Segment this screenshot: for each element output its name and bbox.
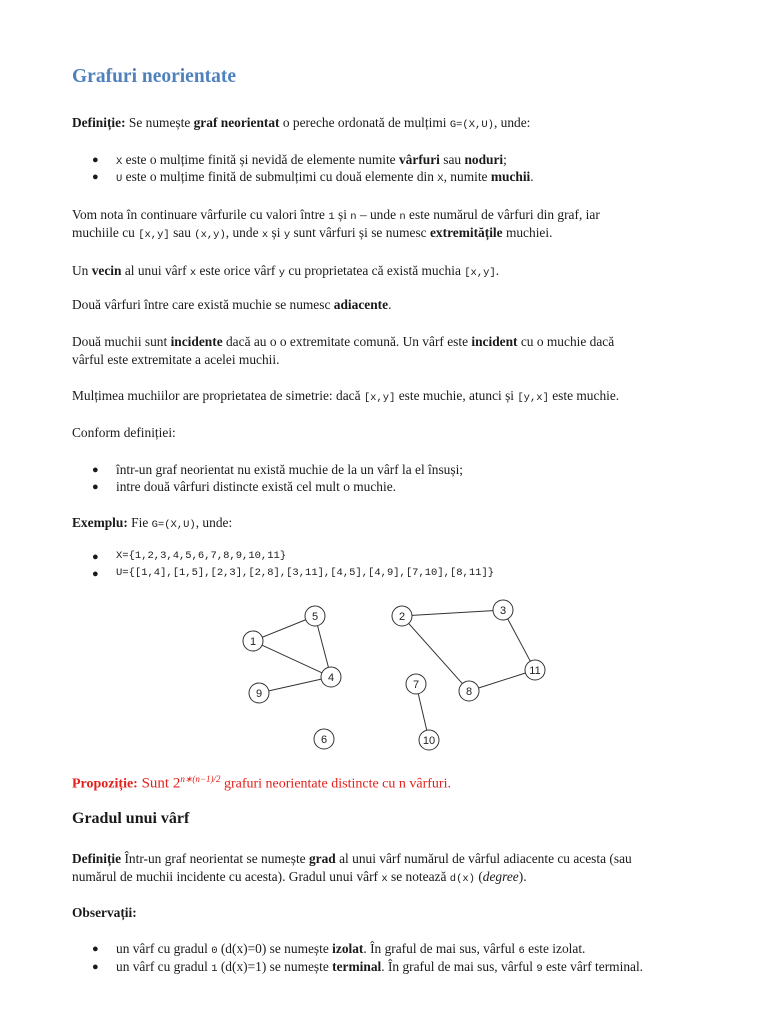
text: Sunt 2 [137, 775, 181, 792]
code-inline: n [399, 211, 406, 223]
term-bold: muchii [490, 169, 531, 184]
text: al unui vârf [121, 263, 190, 278]
text: este o mulțime finită și nevidă de elemente numite [122, 152, 399, 167]
bullet-icon: ● [92, 464, 99, 476]
graph-node-label: 7 [412, 679, 420, 691]
bullet-icon: ● [92, 551, 99, 563]
text: Două vârfuri între care există muchie se numesc [72, 297, 334, 312]
section-heading: Gradul unui vârf [72, 810, 190, 827]
text: Două muchii sunt [72, 334, 171, 349]
code-inline: X [116, 156, 123, 168]
graph-edge-3-11 [508, 619, 531, 661]
code-inline: G=(X,U) [449, 119, 494, 131]
code-inline: d(x) [449, 873, 475, 885]
code-inline: x [261, 229, 269, 241]
text: . [495, 263, 500, 278]
code-inline: y [278, 267, 286, 279]
graph-node-label: 1 [249, 636, 257, 648]
graph-node-label: 11 [529, 665, 541, 677]
graph-node-label: 4 [327, 672, 335, 684]
text: Într-un graf neorientat se numește [121, 851, 309, 866]
code-inline: 1 [211, 963, 218, 975]
graph-node-label: 5 [311, 611, 319, 623]
graph-edge-8-11 [479, 673, 526, 688]
text: . În graful de mai sus, vârful [363, 941, 519, 956]
code-inline: [x,y] [138, 229, 170, 241]
example-label: Exemplu: [72, 515, 128, 530]
text: , unde [225, 225, 262, 240]
graph-node-8 [459, 681, 479, 701]
definition-label: Definiție [72, 851, 122, 866]
term-bold: adiacente [333, 297, 389, 312]
graph-node-label: 6 [320, 734, 328, 746]
graph-node-11 [525, 660, 545, 680]
bullet-icon: ● [92, 481, 99, 493]
bullet-icon: ● [92, 943, 99, 955]
text: (d(x)=1) se numește [217, 959, 333, 974]
graph-node-4 [321, 667, 341, 687]
graph-node-5 [305, 606, 325, 626]
text: sau [169, 225, 195, 240]
text: muchiei. [502, 225, 553, 240]
graph-edge-1-5 [262, 620, 305, 638]
code-inline: G=(X,U) [151, 519, 196, 531]
graph-node-2 [392, 606, 412, 626]
text: și [334, 207, 351, 222]
text: este muchie, atunci și [395, 388, 518, 403]
text: muchiile cu [72, 225, 139, 240]
term-bold: vecin [91, 263, 122, 278]
bullet-icon: ● [92, 961, 99, 973]
term-bold: izolat [332, 941, 364, 956]
list-item: într-un graf neorientat nu există muchie de la un vârf la el însuși; [116, 462, 464, 477]
term-bold: vârfuri [398, 152, 440, 167]
text: Mulțimea muchiilor are proprietatea de simetrie: dacă [72, 388, 364, 403]
graph-edge-2-3 [412, 611, 493, 616]
paragraph-line [72, 868, 527, 888]
graph-edge-7-10 [418, 694, 426, 731]
term-bold: noduri [464, 152, 504, 167]
bullet-icon: ● [92, 568, 99, 580]
list-item: intre două vârfuri distincte există cel mult o muchie. [116, 479, 397, 494]
text: este numărul de vârfuri din graf, iar [405, 207, 600, 222]
code-inline: U [116, 173, 123, 185]
code-inline: 0 [211, 945, 218, 957]
code-inline: y [283, 229, 291, 241]
term-bold: incident [471, 334, 518, 349]
paragraph-line: Conform definiției: [72, 425, 176, 440]
code-inline: X [437, 173, 444, 185]
text-italic: degree [482, 869, 519, 884]
term-bold: grad [308, 851, 336, 866]
paragraph-line [72, 850, 632, 867]
text: se notează [387, 869, 450, 884]
text: este o mulțime finită de submulțimi cu două elemente din [122, 169, 438, 184]
proposition-paragraph [72, 771, 451, 793]
graph-node-label: 9 [255, 688, 263, 700]
graph-node-label: 2 [398, 611, 406, 623]
list-item [116, 958, 643, 978]
text: Vom nota în continuare vârfurile cu valori între [72, 207, 329, 222]
text: . [530, 169, 534, 184]
text: grafuri neorientate distincte cu n vârfuri. [220, 776, 451, 792]
text: ). [518, 869, 527, 884]
exponent: n∗(n−1)/2 [180, 774, 221, 784]
code-inline: x [189, 267, 197, 279]
term-bold: incidente [170, 334, 223, 349]
code-inline: 9 [536, 963, 543, 975]
code-inline: 6 [518, 945, 525, 957]
text: cu o muchie dacă [517, 334, 615, 349]
term-bold: terminal [332, 959, 382, 974]
text: al unui vârf numărul de vârful adiacente cu acesta (sau [335, 851, 632, 866]
text: un vârf cu gradul [116, 941, 212, 956]
code-inline: [x,y] [363, 392, 396, 404]
bullet-icon: ● [92, 171, 99, 183]
graph-node-9 [249, 683, 269, 703]
text: , unde: [195, 515, 233, 530]
text: (d(x)=0) se numește [217, 941, 333, 956]
text: cu proprietatea că există muchia [285, 263, 465, 278]
graph-node-label: 10 [422, 735, 436, 747]
text: Fie [127, 515, 152, 530]
text: . În graful de mai sus, vârful [381, 959, 537, 974]
graph-node-3 [493, 600, 513, 620]
text: este vârf terminal. [542, 959, 644, 974]
proposition-label: Propoziție: [72, 776, 138, 792]
code-inline: x [381, 873, 388, 885]
text: Un [72, 263, 92, 278]
graph-node-1 [243, 631, 263, 651]
code-inline: (x,y) [194, 229, 226, 241]
graph-node-10 [419, 730, 439, 750]
text: . [388, 297, 392, 312]
text: – unde [356, 207, 400, 222]
text: este muchie. [548, 388, 620, 403]
graph-edge-4-5 [318, 626, 329, 668]
text: Se numește [125, 115, 194, 130]
text: este orice vârf [196, 263, 279, 278]
list-item [116, 940, 585, 960]
text: sau [439, 152, 465, 167]
graph-edge-1-4 [262, 645, 322, 673]
code-inline: n [350, 211, 357, 223]
text: numărul de muchii incidente cu acesta). Gradul unui vârf [72, 869, 382, 884]
graph-node-7 [406, 674, 426, 694]
paragraph-line: vârful este extremitate a acelei muchii. [72, 352, 280, 367]
observations-heading: Observații: [72, 905, 137, 920]
text: ; [503, 152, 507, 167]
graph-edge-4-9 [269, 679, 321, 691]
code-inline: [y,x] [517, 392, 549, 404]
text: sunt vârfuri și se numesc [290, 225, 430, 240]
code-inline: [x,y] [464, 267, 496, 279]
list-item: U={[1,4],[1,5],[2,3],[2,8],[3,11],[4,5],[4,9],[7,10],[8,11]} [116, 567, 495, 579]
text: un vârf cu gradul [116, 959, 212, 974]
definition-label: Definiție: [72, 115, 126, 130]
graph-node-label: 8 [465, 686, 473, 698]
text: ( [474, 869, 483, 884]
text: o pereche ordonată de mulțimi [279, 115, 450, 130]
term-bold: extremitățile [429, 225, 503, 240]
term-bold: graf neorientat [193, 115, 280, 130]
page-title: Grafuri neorientate [72, 66, 237, 87]
text: este izolat. [524, 941, 586, 956]
code-inline: 1 [328, 211, 335, 223]
text: și [268, 225, 284, 240]
graph-node-label: 3 [499, 605, 507, 617]
text: dacă au o o extremitate comună. Un vârf este [222, 334, 472, 349]
list-item: X={1,2,3,4,5,6,7,8,9,10,11} [116, 550, 287, 562]
text: , numite [443, 169, 491, 184]
graph-node-6 [314, 729, 334, 749]
text: , unde: [493, 115, 531, 130]
bullet-icon: ● [92, 154, 99, 166]
